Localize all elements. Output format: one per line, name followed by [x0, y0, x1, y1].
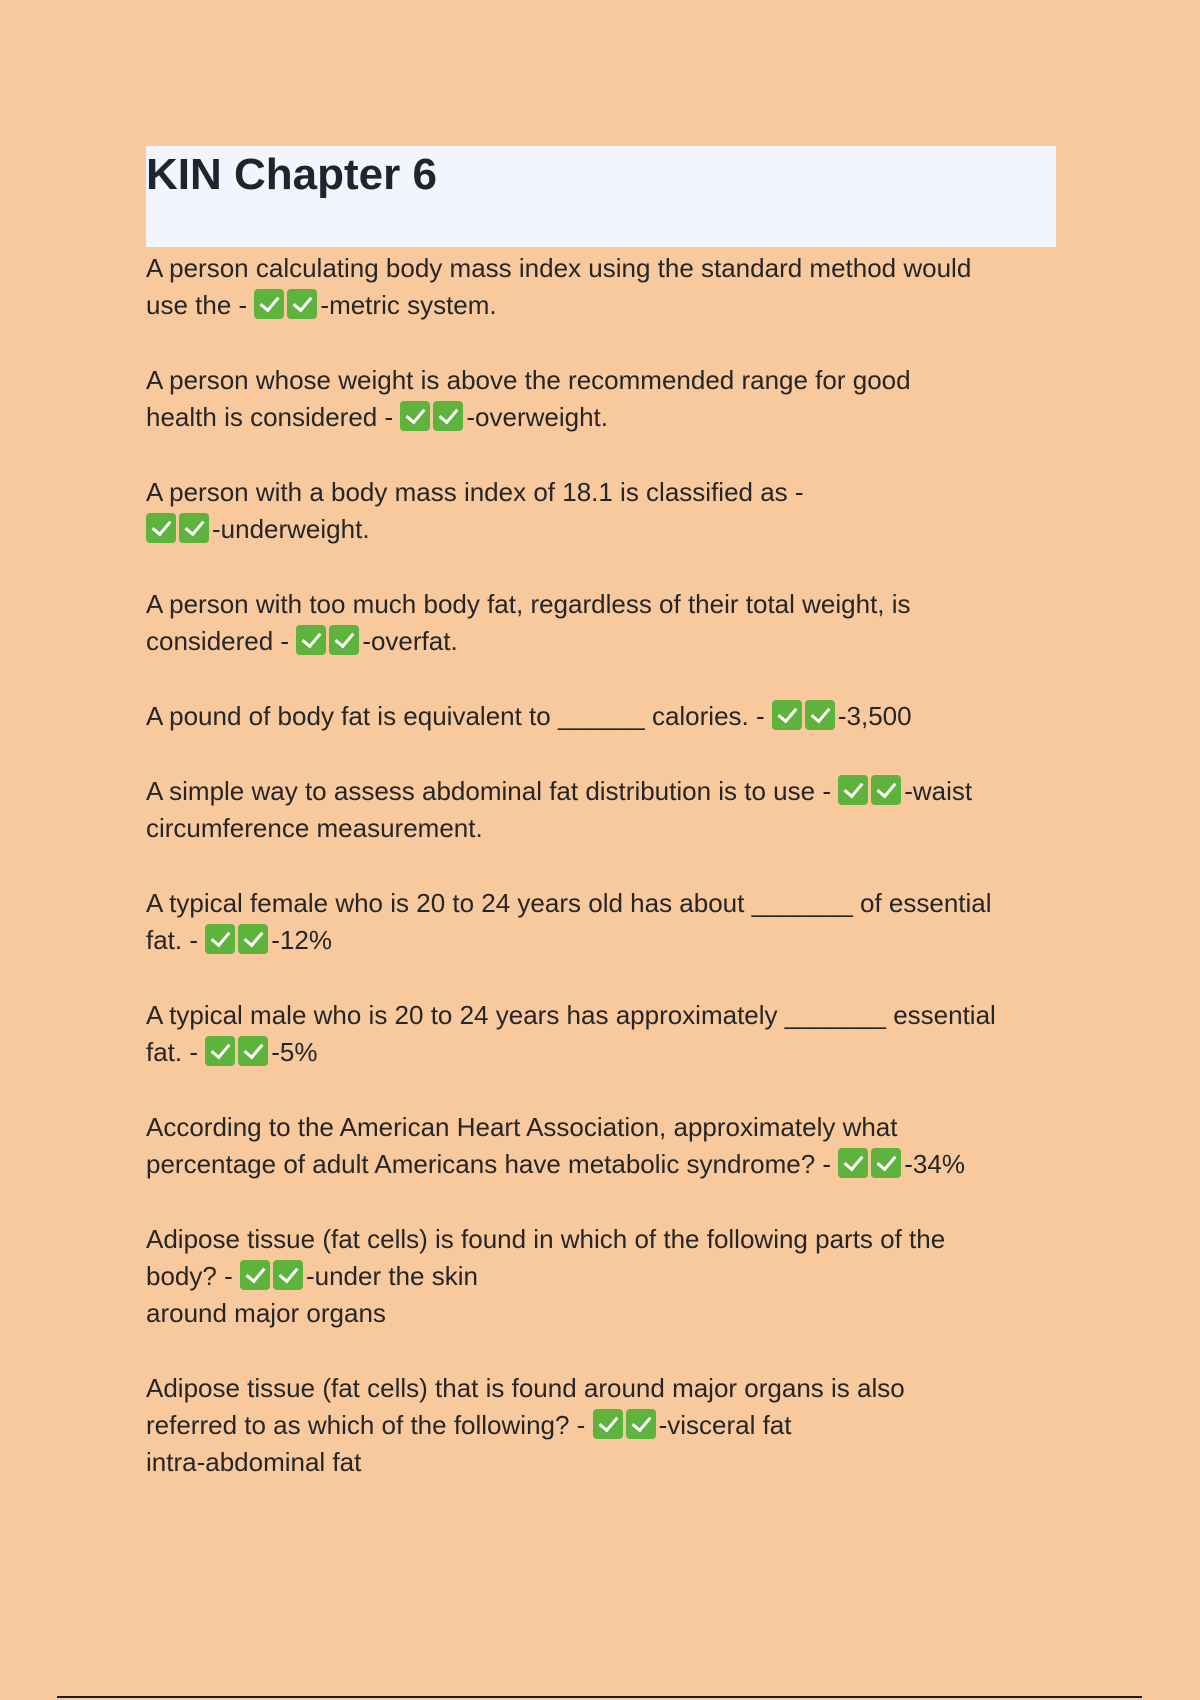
question-text: Adipose tissue (fat cells) is found in which of the following parts of the	[146, 1224, 946, 1254]
page-title: KIN Chapter 6	[146, 150, 437, 199]
question-text: Adipose tissue (fat cells) that is found around major organs is also	[146, 1373, 905, 1403]
check-mark-icon	[838, 775, 868, 805]
answer-line	[146, 698, 1056, 735]
check-mark-icon	[296, 625, 326, 655]
qa-list	[146, 250, 1056, 1481]
check-mark-icon	[287, 289, 317, 319]
check-mark-icon	[871, 775, 901, 805]
check-marks	[240, 1258, 306, 1295]
check-mark-icon	[805, 700, 835, 730]
check-mark-icon	[179, 513, 209, 543]
qa-item	[146, 1370, 1056, 1481]
answer-line	[146, 511, 1056, 548]
question-text: A person calculating body mass index using the standard method would	[146, 253, 972, 283]
answer-text: -3,500	[837, 701, 912, 731]
answer-line	[146, 922, 1056, 959]
qa-item	[146, 773, 1056, 847]
question-text: A pound of body fat is equivalent to ______ calories. -	[146, 701, 772, 731]
check-marks	[254, 287, 320, 324]
check-mark-icon	[433, 401, 463, 431]
bottom-divider	[57, 1696, 1142, 1698]
question-text: A person with a body mass index of 18.1 is classified as -	[146, 477, 804, 507]
question-text: A typical male who is 20 to 24 years has approximately _______ essential	[146, 1000, 996, 1030]
check-mark-icon	[871, 1148, 901, 1178]
question-text: percentage of adult Americans have metabolic syndrome? -	[146, 1149, 839, 1179]
check-mark-icon	[254, 289, 284, 319]
check-mark-icon	[593, 1409, 623, 1439]
question-text: According to the American Heart Association, approximately what	[146, 1112, 898, 1142]
check-mark-icon	[205, 1036, 235, 1066]
check-marks	[838, 1146, 904, 1183]
answer-text: -overfat.	[362, 626, 458, 656]
check-mark-icon	[273, 1260, 303, 1290]
question-text: considered -	[146, 626, 297, 656]
check-mark-icon	[400, 401, 430, 431]
qa-item	[146, 698, 1056, 735]
answer-line	[146, 773, 1056, 810]
check-marks	[205, 1034, 271, 1071]
answer-text: -metric system.	[320, 290, 497, 320]
qa-item	[146, 474, 1056, 548]
check-marks	[205, 922, 271, 959]
answer-text: -underweight.	[212, 514, 370, 544]
answer-text: -5%	[271, 1037, 318, 1067]
question-text: referred to as which of the following? -	[146, 1410, 593, 1440]
check-mark-icon	[238, 924, 268, 954]
question-text: use the -	[146, 290, 255, 320]
answer-text: -under the skin	[305, 1261, 478, 1291]
check-mark-icon	[205, 924, 235, 954]
answer-text: -waist	[904, 776, 973, 806]
answer-line	[146, 1034, 1056, 1071]
question-text: body? -	[146, 1261, 240, 1291]
check-mark-icon	[146, 513, 176, 543]
title-banner	[146, 146, 1056, 247]
answer-text: -overweight.	[466, 402, 608, 432]
qa-item	[146, 1221, 1056, 1332]
qa-item	[146, 1109, 1056, 1183]
document-page	[146, 146, 1056, 1519]
check-marks	[296, 623, 362, 660]
question-text: A person whose weight is above the recommended range for good	[146, 365, 911, 395]
check-mark-icon	[240, 1260, 270, 1290]
answer-text: around major organs	[146, 1298, 386, 1328]
answer-line	[146, 287, 1056, 324]
qa-item	[146, 885, 1056, 959]
question-text: A simple way to assess abdominal fat distribution is to use -	[146, 776, 839, 806]
qa-item	[146, 362, 1056, 436]
check-marks	[838, 773, 904, 810]
answer-line	[146, 1146, 1056, 1183]
qa-item	[146, 250, 1056, 324]
question-text: fat. -	[146, 925, 206, 955]
check-mark-icon	[772, 700, 802, 730]
check-mark-icon	[238, 1036, 268, 1066]
check-marks	[146, 511, 212, 548]
answer-line	[146, 399, 1056, 436]
qa-item	[146, 997, 1056, 1071]
answer-line	[146, 623, 1056, 660]
check-marks	[772, 698, 838, 735]
question-text: fat. -	[146, 1037, 206, 1067]
check-marks	[400, 399, 466, 436]
answer-line	[146, 1407, 1056, 1444]
question-text: A typical female who is 20 to 24 years old has about _______ of essential	[146, 888, 992, 918]
answer-text: intra-abdominal fat	[146, 1447, 362, 1477]
question-text: health is considered -	[146, 402, 401, 432]
check-mark-icon	[329, 625, 359, 655]
answer-text: -12%	[271, 925, 332, 955]
answer-text: circumference measurement.	[146, 813, 483, 843]
check-mark-icon	[626, 1409, 656, 1439]
answer-line	[146, 1258, 1056, 1295]
answer-text: -visceral fat	[658, 1410, 792, 1440]
answer-text: -34%	[904, 1149, 965, 1179]
check-marks	[593, 1407, 659, 1444]
check-mark-icon	[838, 1148, 868, 1178]
qa-item	[146, 586, 1056, 660]
question-text: A person with too much body fat, regardless of their total weight, is	[146, 589, 911, 619]
